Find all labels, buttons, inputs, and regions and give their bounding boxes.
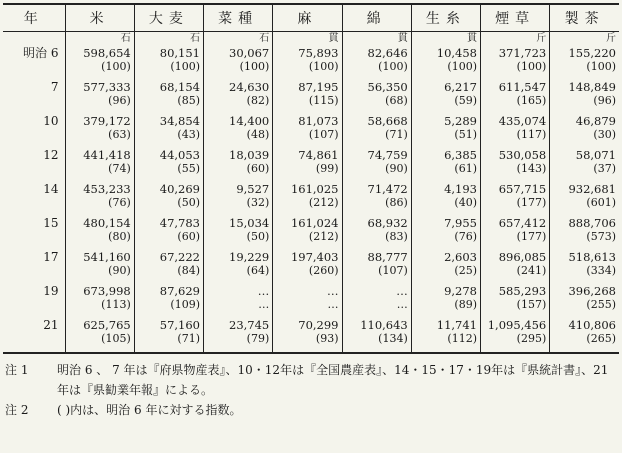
index-cell: (334) bbox=[550, 264, 619, 284]
value-cell: 30,067 bbox=[204, 46, 273, 60]
value-cell: 379,172 bbox=[65, 114, 134, 128]
index-cell: (117) bbox=[481, 128, 550, 148]
index-cell: … bbox=[342, 298, 411, 318]
value-cell: 44,053 bbox=[134, 148, 203, 162]
index-cell: (90) bbox=[65, 264, 134, 284]
index-cell: (32) bbox=[204, 196, 273, 216]
footnote bbox=[3, 360, 619, 400]
value-cell: 57,160 bbox=[134, 318, 203, 332]
year-blank bbox=[3, 332, 65, 353]
value-cell: 56,350 bbox=[342, 80, 411, 94]
value-cell: 161,024 bbox=[273, 216, 342, 230]
index-row bbox=[3, 162, 619, 182]
index-cell: (143) bbox=[481, 162, 550, 182]
footnote bbox=[3, 400, 619, 420]
index-cell: (96) bbox=[65, 94, 134, 114]
value-cell: 82,646 bbox=[342, 46, 411, 60]
value-cell: 81,073 bbox=[273, 114, 342, 128]
value-cell: 71,472 bbox=[342, 182, 411, 196]
value-cell: 577,333 bbox=[65, 80, 134, 94]
index-cell: (573) bbox=[550, 230, 619, 250]
value-cell: 15,034 bbox=[204, 216, 273, 230]
index-cell: (40) bbox=[411, 196, 480, 216]
year-blank bbox=[3, 60, 65, 80]
table-row bbox=[3, 46, 619, 60]
unit-row bbox=[3, 32, 619, 47]
header-row bbox=[3, 4, 619, 32]
footnote-text: ( )内は、明治 6 年に対する指数。 bbox=[57, 403, 242, 417]
table-row bbox=[3, 284, 619, 298]
index-cell: (71) bbox=[342, 128, 411, 148]
value-cell: 518,613 bbox=[550, 250, 619, 264]
index-cell: (25) bbox=[411, 264, 480, 284]
index-cell: (157) bbox=[481, 298, 550, 318]
year-blank bbox=[3, 298, 65, 318]
index-cell: (84) bbox=[134, 264, 203, 284]
table-row bbox=[3, 182, 619, 196]
value-cell: 67,222 bbox=[134, 250, 203, 264]
unit-cell: 斤 bbox=[550, 32, 619, 47]
value-cell: 598,654 bbox=[65, 46, 134, 60]
index-cell: (99) bbox=[273, 162, 342, 182]
index-cell: (61) bbox=[411, 162, 480, 182]
unit-cell: 石 bbox=[134, 32, 203, 47]
index-cell: (212) bbox=[273, 230, 342, 250]
footnote-text: 明治 6 、 7 年は『府県物産表』、10・12年は『全国農産表』、14・15・17・19年は『県統計書』、21年は『県勧業年報』による。 bbox=[57, 363, 609, 397]
value-cell: 11,741 bbox=[411, 318, 480, 332]
index-cell: (89) bbox=[411, 298, 480, 318]
value-cell: 896,085 bbox=[481, 250, 550, 264]
value-cell: 87,195 bbox=[273, 80, 342, 94]
value-cell: 74,759 bbox=[342, 148, 411, 162]
value-cell: 9,527 bbox=[204, 182, 273, 196]
value-cell: 58,668 bbox=[342, 114, 411, 128]
unit-cell: 斤 bbox=[481, 32, 550, 47]
index-cell: (134) bbox=[342, 332, 411, 353]
index-cell: (55) bbox=[134, 162, 203, 182]
header-item: 煙草 bbox=[481, 4, 550, 32]
table-row bbox=[3, 250, 619, 264]
unit-blank bbox=[3, 32, 65, 47]
year-blank bbox=[3, 162, 65, 182]
index-cell: (85) bbox=[134, 94, 203, 114]
unit-cell: 貫 bbox=[411, 32, 480, 47]
table-body bbox=[3, 32, 619, 354]
production-table bbox=[3, 3, 619, 354]
index-cell: (100) bbox=[134, 60, 203, 80]
year-cell: 明治 6 bbox=[23, 46, 59, 60]
index-cell: (90) bbox=[342, 162, 411, 182]
index-cell: (50) bbox=[134, 196, 203, 216]
value-cell: 87,629 bbox=[134, 284, 203, 298]
value-cell: 80,151 bbox=[134, 46, 203, 60]
index-cell: (80) bbox=[65, 230, 134, 250]
value-cell: 541,160 bbox=[65, 250, 134, 264]
value-cell: 530,058 bbox=[481, 148, 550, 162]
index-cell: (212) bbox=[273, 196, 342, 216]
index-row bbox=[3, 332, 619, 353]
header-item: 生糸 bbox=[411, 4, 480, 32]
index-cell: (100) bbox=[204, 60, 273, 80]
unit-cell: 石 bbox=[65, 32, 134, 47]
index-cell: (255) bbox=[550, 298, 619, 318]
value-cell: 6,217 bbox=[411, 80, 480, 94]
year-cell: 7 bbox=[50, 80, 59, 94]
index-cell: (107) bbox=[273, 128, 342, 148]
value-cell: 88,777 bbox=[342, 250, 411, 264]
year-blank bbox=[3, 196, 65, 216]
year-blank bbox=[3, 94, 65, 114]
value-cell: 9,278 bbox=[411, 284, 480, 298]
index-cell: (74) bbox=[65, 162, 134, 182]
index-cell: (260) bbox=[273, 264, 342, 284]
value-cell: 1,095,456 bbox=[481, 318, 550, 332]
value-cell: 4,193 bbox=[411, 182, 480, 196]
value-cell: 396,268 bbox=[550, 284, 619, 298]
value-cell: … bbox=[204, 284, 273, 298]
value-cell: 480,154 bbox=[65, 216, 134, 230]
year-cell: 21 bbox=[43, 318, 59, 332]
year-blank bbox=[3, 230, 65, 250]
header-year: 年 bbox=[3, 4, 65, 32]
index-cell: (100) bbox=[411, 60, 480, 80]
value-cell: 68,154 bbox=[134, 80, 203, 94]
value-cell: 23,745 bbox=[204, 318, 273, 332]
value-cell: 75,893 bbox=[273, 46, 342, 60]
value-cell: 453,233 bbox=[65, 182, 134, 196]
index-cell: … bbox=[204, 298, 273, 318]
footnotes bbox=[3, 360, 619, 420]
value-cell: 611,547 bbox=[481, 80, 550, 94]
footnote-label: 注 2 bbox=[5, 403, 29, 417]
index-cell: (48) bbox=[204, 128, 273, 148]
year-cell: 15 bbox=[43, 216, 59, 230]
header-item: 米 bbox=[65, 4, 134, 32]
value-cell: 197,403 bbox=[273, 250, 342, 264]
index-cell: (79) bbox=[204, 332, 273, 353]
index-cell: (71) bbox=[134, 332, 203, 353]
index-cell: (51) bbox=[411, 128, 480, 148]
year-cell: 12 bbox=[43, 148, 59, 162]
index-row bbox=[3, 60, 619, 80]
index-cell: (64) bbox=[204, 264, 273, 284]
value-cell: 161,025 bbox=[273, 182, 342, 196]
value-cell: 888,706 bbox=[550, 216, 619, 230]
index-cell: (100) bbox=[342, 60, 411, 80]
table-row bbox=[3, 80, 619, 94]
index-cell: (109) bbox=[134, 298, 203, 318]
index-cell: (86) bbox=[342, 196, 411, 216]
year-cell: 17 bbox=[43, 250, 59, 264]
value-cell: 5,289 bbox=[411, 114, 480, 128]
index-row bbox=[3, 196, 619, 216]
value-cell: 110,643 bbox=[342, 318, 411, 332]
index-cell: (165) bbox=[481, 94, 550, 114]
unit-cell: 貫 bbox=[273, 32, 342, 47]
value-cell: 625,765 bbox=[65, 318, 134, 332]
index-row bbox=[3, 128, 619, 148]
value-cell: 2,603 bbox=[411, 250, 480, 264]
value-cell: 148,849 bbox=[550, 80, 619, 94]
value-cell: 657,412 bbox=[481, 216, 550, 230]
index-cell: (60) bbox=[134, 230, 203, 250]
index-cell: (295) bbox=[481, 332, 550, 353]
index-cell: (83) bbox=[342, 230, 411, 250]
index-row bbox=[3, 264, 619, 284]
value-cell: 585,293 bbox=[481, 284, 550, 298]
value-cell: 435,074 bbox=[481, 114, 550, 128]
value-cell: 74,861 bbox=[273, 148, 342, 162]
index-cell: (100) bbox=[550, 60, 619, 80]
index-cell: (115) bbox=[273, 94, 342, 114]
header-item: 製茶 bbox=[550, 4, 619, 32]
header-item: 綿 bbox=[342, 4, 411, 32]
value-cell: 18,039 bbox=[204, 148, 273, 162]
header-item: 麻 bbox=[273, 4, 342, 32]
year-cell: 10 bbox=[43, 114, 59, 128]
year-cell: 19 bbox=[43, 284, 59, 298]
index-row bbox=[3, 298, 619, 318]
value-cell: 155,220 bbox=[550, 46, 619, 60]
header-item: 菜種 bbox=[204, 4, 273, 32]
value-cell: 657,715 bbox=[481, 182, 550, 196]
header-item: 大麦 bbox=[134, 4, 203, 32]
value-cell: 34,854 bbox=[134, 114, 203, 128]
year-cell: 14 bbox=[43, 182, 59, 196]
index-cell: (76) bbox=[411, 230, 480, 250]
year-blank bbox=[3, 264, 65, 284]
index-cell: (30) bbox=[550, 128, 619, 148]
value-cell: 19,229 bbox=[204, 250, 273, 264]
index-cell: (113) bbox=[65, 298, 134, 318]
index-cell: (105) bbox=[65, 332, 134, 353]
index-cell: (93) bbox=[273, 332, 342, 353]
value-cell: 7,955 bbox=[411, 216, 480, 230]
value-cell: 68,932 bbox=[342, 216, 411, 230]
index-cell: (60) bbox=[204, 162, 273, 182]
index-row bbox=[3, 94, 619, 114]
value-cell: 70,299 bbox=[273, 318, 342, 332]
value-cell: 14,400 bbox=[204, 114, 273, 128]
value-cell: 371,723 bbox=[481, 46, 550, 60]
statistics-sheet bbox=[3, 3, 619, 420]
index-cell: (82) bbox=[204, 94, 273, 114]
value-cell: 40,269 bbox=[134, 182, 203, 196]
index-cell: (68) bbox=[342, 94, 411, 114]
index-cell: (43) bbox=[134, 128, 203, 148]
table-row bbox=[3, 114, 619, 128]
value-cell: … bbox=[273, 284, 342, 298]
value-cell: 441,418 bbox=[65, 148, 134, 162]
value-cell: 46,879 bbox=[550, 114, 619, 128]
index-cell: (177) bbox=[481, 196, 550, 216]
index-cell: … bbox=[273, 298, 342, 318]
value-cell: 6,385 bbox=[411, 148, 480, 162]
index-cell: (601) bbox=[550, 196, 619, 216]
table-row bbox=[3, 216, 619, 230]
index-cell: (100) bbox=[65, 60, 134, 80]
index-cell: (50) bbox=[204, 230, 273, 250]
index-row bbox=[3, 230, 619, 250]
table-row bbox=[3, 318, 619, 332]
year-blank bbox=[3, 128, 65, 148]
unit-cell: 貫 bbox=[342, 32, 411, 47]
index-cell: (100) bbox=[273, 60, 342, 80]
index-cell: (100) bbox=[481, 60, 550, 80]
value-cell: 673,998 bbox=[65, 284, 134, 298]
value-cell: 47,783 bbox=[134, 216, 203, 230]
index-cell: (76) bbox=[65, 196, 134, 216]
value-cell: 410,806 bbox=[550, 318, 619, 332]
index-cell: (63) bbox=[65, 128, 134, 148]
index-cell: (265) bbox=[550, 332, 619, 353]
footnote-label: 注 1 bbox=[5, 363, 29, 377]
value-cell: … bbox=[342, 284, 411, 298]
index-cell: (37) bbox=[550, 162, 619, 182]
table-row bbox=[3, 148, 619, 162]
value-cell: 58,071 bbox=[550, 148, 619, 162]
index-cell: (96) bbox=[550, 94, 619, 114]
index-cell: (112) bbox=[411, 332, 480, 353]
index-cell: (107) bbox=[342, 264, 411, 284]
index-cell: (177) bbox=[481, 230, 550, 250]
value-cell: 932,681 bbox=[550, 182, 619, 196]
index-cell: (241) bbox=[481, 264, 550, 284]
unit-cell: 石 bbox=[204, 32, 273, 47]
index-cell: (59) bbox=[411, 94, 480, 114]
value-cell: 24,630 bbox=[204, 80, 273, 94]
value-cell: 10,458 bbox=[411, 46, 480, 60]
